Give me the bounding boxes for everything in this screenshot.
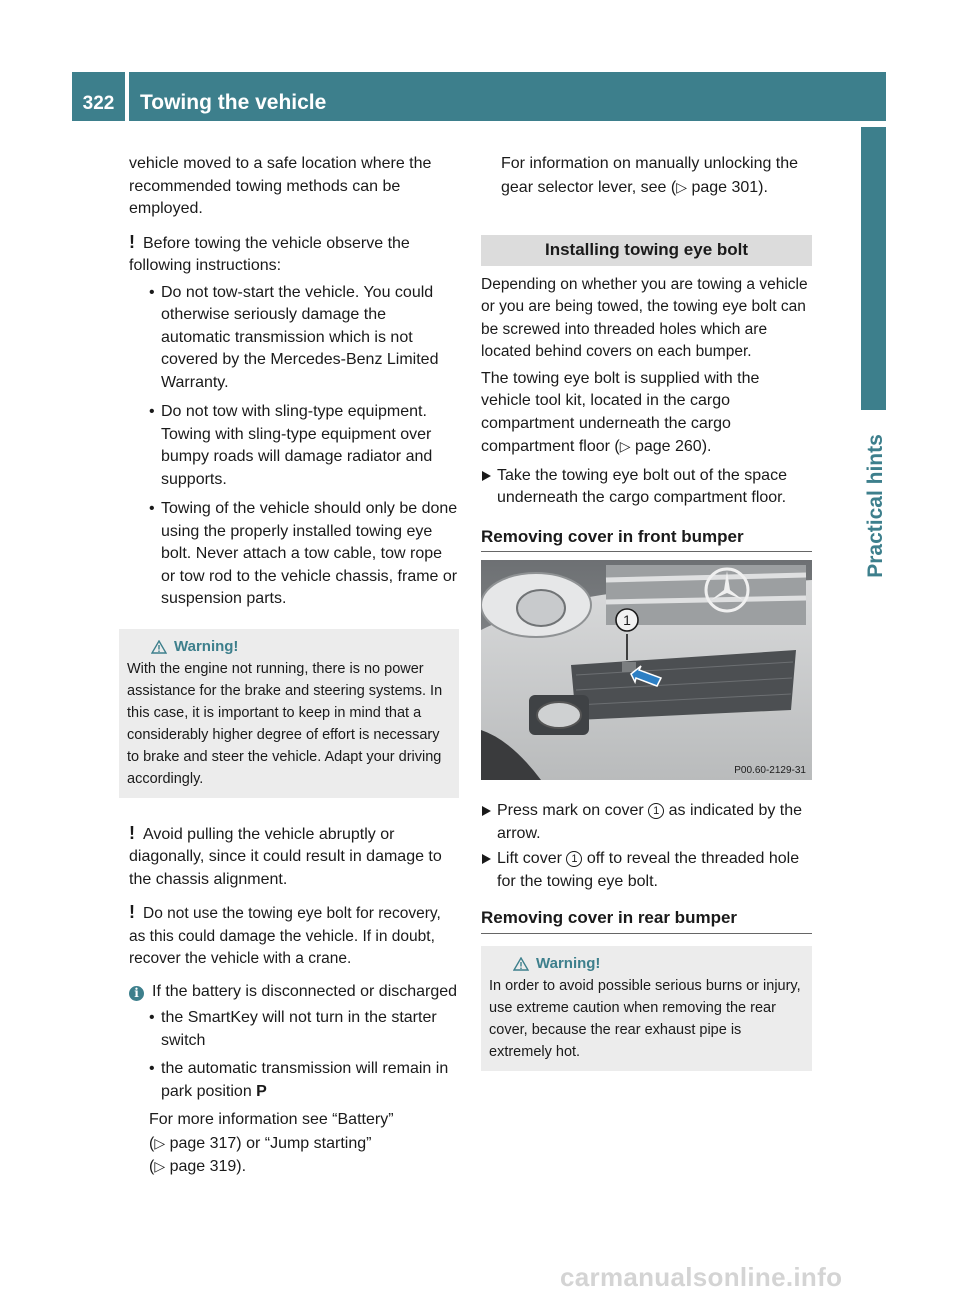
page-ref-triangle-icon: ▷ [154,1134,166,1151]
callout-1: 1 [623,612,631,628]
para-tool-kit [481,368,812,459]
action-text: Take the towing eye bolt out of the space underneath the cargo compartment floor. [497,466,787,506]
more-info [129,1109,459,1179]
subheading-front-bumper: Removing cover in front bumper [481,526,812,553]
page-ref-jump-starting[interactable]: page 319). [169,1158,247,1175]
action-text-cont: as indicated by the arrow. [497,802,803,842]
callout-ref-1: 1 [566,851,582,867]
list-item [129,1058,459,1103]
watermark: carmanualsonline.info [560,1262,843,1292]
note-recovery [129,901,459,971]
warning-box [119,629,459,798]
para-text: The towing eye bolt is supplied with the vehicle tool kit, located in the cargo compartment underneath the cargo compartment floor ( [481,369,760,455]
warning-header [151,636,451,658]
note-text: Avoid pulling the vehicle abruptly or diagonally, since it could result in damage to the chassis alignment. [129,825,442,888]
intro-text: vehicle moved to a safe location where the recommended towing methods can be employed. [129,155,432,217]
note-lead: Before towing the vehicle observe the following instructions: [129,234,410,274]
side-tab-marker [861,127,886,410]
action-text-cont: off to reveal the threaded hole for the towing eye bolt. [497,850,800,890]
list-item: • Do not tow with sling-type equipment. Towing with sling-type equipment over bumpy roads will damage radiator and supports. [129,401,459,491]
para-towing-eye: Depending on whether you are towing a vehicle or you are being towed, the towing eye bolt can be screwed into threaded holes which are located behind covers on each bumper. [481,275,808,360]
list-item: • the SmartKey will not turn in the starter switch [129,1007,459,1052]
action-text: Lift cover [497,850,562,867]
action-step [481,848,812,893]
warning-title: Warning! [174,637,239,655]
paren: ( [149,1158,155,1175]
warning-triangle-icon [151,640,167,654]
gear-position: P [256,1082,267,1100]
list-item-text: the automatic transmission will remain in park position [161,1060,449,1100]
page-ref-cargo[interactable]: page 260). [634,438,712,455]
page-title: Towing the vehicle [129,72,886,121]
action-step [481,465,812,510]
warning-header [513,953,804,975]
manual-unlock-lead: For information on manually unlocking the gear selector lever, see ( [501,155,799,196]
warning-box-rear [481,946,812,1071]
side-tab [858,412,894,600]
list-item: • Towing of the vehicle should only be done using the properly installed towing eye bolt. Never attach a tow cable, tow rope or tow rod to the vehicle chassis, frame or suspension parts. [129,498,459,611]
page-number: 322 [72,72,125,121]
info-icon: i [129,986,144,1001]
section-title: Installing towing eye bolt [481,235,812,266]
front-bumper-image [481,560,812,780]
manual-unlock-text [481,153,812,199]
action-step [481,800,812,845]
note-abrupt-pulling [129,822,459,892]
warning-text: With the engine not running, there is no power assistance for the brake and steering systems. In this case, it is important to keep in mind that a considerably higher degree of effort is necessary to brake and steer the vehicle. Adapt your driving accordingly. [127,660,443,787]
page-ref-gear-selector[interactable]: page 301). [691,178,768,196]
bumper-illustration [481,560,812,780]
info-battery [129,981,459,1004]
image-code: P00.60-2129-31 [734,765,806,776]
exclamation-icon: ! [129,902,135,922]
subheading-rear-bumper: Removing cover in rear bumper [481,907,812,934]
warning-triangle-icon [513,957,529,971]
action-text: Press mark on cover [497,802,644,819]
more-info-text: For more information see “Battery” [149,1111,394,1128]
info-lead: If the battery is disconnected or discharged [152,982,458,1000]
warning-text: In order to avoid possible serious burns or injury, use extreme caution when removing the rear cover, because the rear exhaust pipe is extremely hot. [489,977,801,1060]
note-before-towing [129,231,459,278]
page-ref-triangle-icon: ▷ [676,178,687,195]
warning-title: Warning! [536,954,601,972]
page-ref-battery[interactable]: page 317) or “Jump starting” [169,1134,372,1152]
exclamation-icon: ! [129,231,135,252]
page-ref-triangle-icon: ▷ [154,1158,166,1174]
page-ref-triangle-icon: ▷ [619,438,631,454]
callout-ref-1: 1 [648,803,664,819]
left-column [129,153,459,1179]
list-item: • Do not tow-start the vehicle. You could otherwise seriously damage the automatic transmission which is not covered by the Mercedes-Benz Limited Warranty. [129,282,459,395]
note-text: Do not use the towing eye bolt for recovery, as this could damage the vehicle. If in doubt, recover the vehicle with a crane. [129,905,441,967]
right-column [481,153,812,1071]
side-tab-label: Practical hints [864,434,887,578]
paren: ( [149,1134,155,1152]
exclamation-icon: ! [129,822,135,843]
